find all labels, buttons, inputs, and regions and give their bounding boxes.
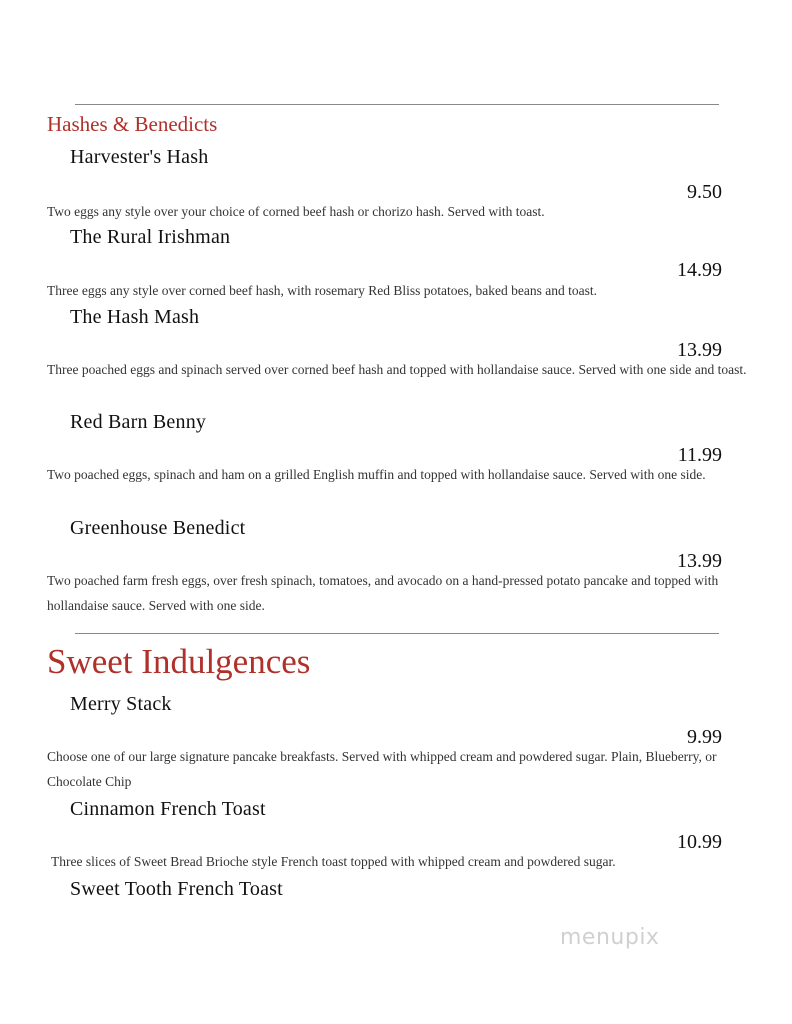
menu-item-description: Three poached eggs and spinach served over corned beef hash and topped with hollandaise sauce. Served with one side and toast.: [47, 362, 747, 377]
menu-item-name: Sweet Tooth French Toast: [70, 878, 283, 900]
menu-item-price: 14.99: [677, 259, 722, 281]
menu-item-name: Red Barn Benny: [70, 411, 207, 433]
menu-item-price: 10.99: [677, 831, 722, 853]
menu-item-description: Two eggs any style over your choice of corned beef hash or chorizo hash. Served with toast.: [47, 204, 545, 219]
section-title-hashes-benedicts: Hashes & Benedicts: [47, 112, 218, 136]
menupix-watermark: menupix: [560, 925, 660, 950]
menu-item-price: 9.50: [687, 181, 722, 203]
menu-item-price: 11.99: [677, 444, 722, 466]
menu-item-name: Merry Stack: [70, 693, 172, 715]
menu-item-description: Three slices of Sweet Bread Brioche style French toast topped with whipped cream and powdered sugar.: [51, 854, 616, 869]
section-divider: [75, 104, 719, 105]
menu-item-description: Choose one of our large signature pancake breakfasts. Served with whipped cream and powdered sugar. Plain, Blueberry, or Chocolate Chip: [47, 749, 717, 789]
menu-item-description: Two poached farm fresh eggs, over fresh spinach, tomatoes, and avocado on a hand-pressed potato pancake and topped with hollandaise sauce. Served with one side.: [47, 573, 719, 613]
menu-item-name: Cinnamon French Toast: [70, 798, 266, 820]
menu-item-price: 13.99: [677, 339, 722, 361]
menu-item-name: The Rural Irishman: [70, 226, 231, 248]
menu-item-description: Two poached eggs, spinach and ham on a grilled English muffin and topped with hollandaise sauce. Served with one side.: [47, 467, 706, 482]
section-divider: [75, 633, 719, 634]
menu-item-price: 9.99: [687, 726, 722, 748]
menu-item-name: Harvester's Hash: [70, 146, 209, 168]
section-title-sweet-indulgences: Sweet Indulgences: [47, 642, 311, 681]
menu-item-price: 13.99: [677, 550, 722, 572]
menu-item-description: Three eggs any style over corned beef hash, with rosemary Red Bliss potatoes, baked beans and toast.: [47, 283, 597, 298]
menu-item-name: The Hash Mash: [70, 306, 200, 328]
menu-item-name: Greenhouse Benedict: [70, 517, 246, 539]
